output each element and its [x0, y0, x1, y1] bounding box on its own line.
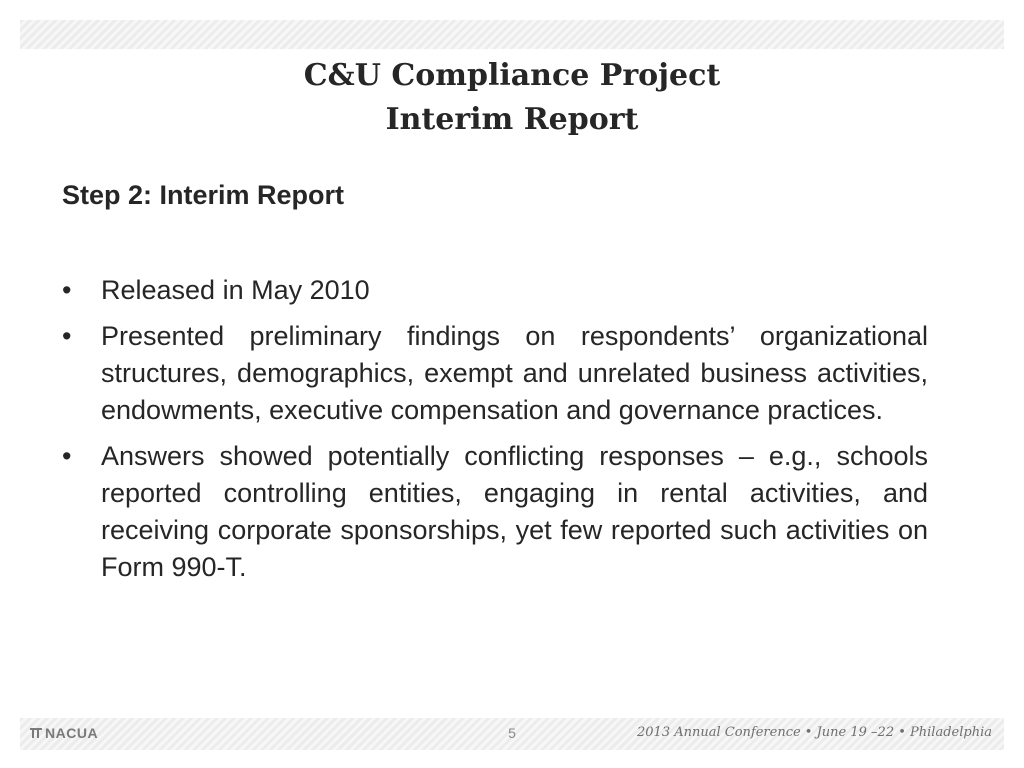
- title-line-2: Interim Report: [385, 102, 639, 137]
- bullet-text: Released in May 2010: [101, 275, 370, 305]
- top-decorative-stripe: [20, 20, 1004, 49]
- bullet-icon: •: [62, 441, 72, 471]
- bullet-icon: •: [62, 275, 72, 305]
- list-item: [62, 438, 928, 586]
- slide-title: [0, 54, 1024, 142]
- bullet-icon: •: [62, 321, 72, 351]
- bullet-text: Answers showed potentially conflicting responses – e.g., schools reported controlling entities, engaging in rental activities, and receiving corporate sponsorships, yet few reported such activities on Form 990-T.: [101, 441, 928, 582]
- conference-info: 2013 Annual Conference • June 19 –22 • Philadelphia: [637, 725, 992, 740]
- bullet-list: [62, 272, 928, 595]
- page-number: 5: [508, 725, 516, 741]
- logo-text: NACUA: [45, 725, 99, 741]
- nacua-logo: [30, 725, 98, 741]
- section-heading: Step 2: Interim Report: [62, 180, 345, 210]
- title-line-1: C&U Compliance Project: [303, 58, 721, 93]
- bullet-text: Presented preliminary findings on respondents’ organizational structures, demographics, exempt and unrelated business activities, endowments, executive compensation and governance practices.: [101, 321, 928, 425]
- nacua-logo-icon: [30, 727, 42, 739]
- list-item: [62, 318, 928, 429]
- list-item: [62, 272, 928, 309]
